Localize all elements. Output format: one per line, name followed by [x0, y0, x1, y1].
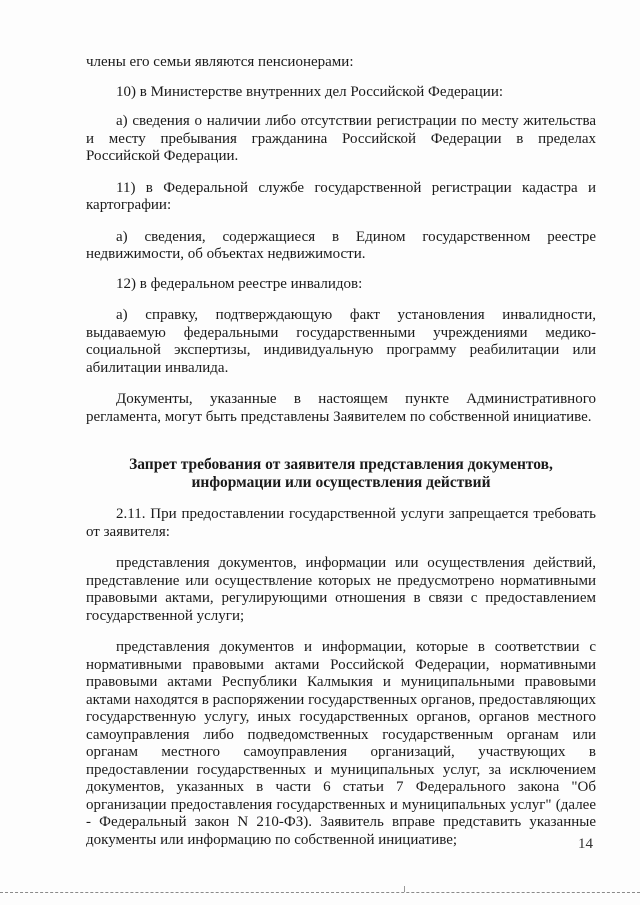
paragraph-item-10: 10) в Министерстве внутренних дел Российской Федерации:: [116, 83, 504, 100]
paragraph-prohibition-2: представления документов и информации, которые в соответствии с нормативными правовыми актами Российской Федерации, нормативными правовыми актами Республики Калмыкия и муниципальными правовыми актами находятся в распоряжении государственных органов, предоставляющих государственную услугу, иных государственных органов, органов местного самоуправления либо подведомственных государственным органам или органам местного самоуправления организаций, участвующих в предоставлении государственных и муниципальных услуг, за исключением документов, указанных в части 6 статьи 7 Федерального закона "Об организации предоставления государственных и муниципальных услуг" (далее - Федеральный закон N 210-ФЗ). Заявитель вправе представить указанные документы или информацию по собственной инициативе;: [86, 639, 596, 848]
page-number: 14: [578, 836, 593, 852]
paragraph-item-11: 11) в Федеральной службе государственной регистрации кадастра и картографии:: [86, 179, 596, 213]
paragraph-item-12: 12) в федеральном реестре инвалидов:: [116, 275, 363, 292]
paragraph-item-12a: а) справку, подтверждающую факт установления инвалидности, выдаваемую федеральными государственными учреждениями медико-социальной экспертизы, индивидуальную программу реабилитации или абилитации инвалида.: [86, 307, 596, 376]
paragraph-item-11a: а) сведения, содержащиеся в Едином государственном реестре недвижимости, об объектах недвижимости.: [86, 228, 596, 262]
paragraph-item-10a: а) сведения о наличии либо отсутствии регистрации по месту жительства и месту пребывания гражданина Российской Федерации в пределах Российской Федерации.: [86, 113, 596, 164]
section-heading: Запрет требования от заявителя представления документов, информации или осуществления действий: [129, 456, 553, 491]
document-body: [86, 54, 596, 849]
paragraph-documents-note: Документы, указанные в настоящем пункте Административного регламента, могут быть представлены Заявителем по собственной инициативе.: [86, 391, 596, 425]
scan-edge-line: [0, 892, 640, 893]
paragraph-prohibition-1: представления документов, информации или осуществления действий, представление или осуществление которых не предусмотрено нормативными правовыми актами, регулирующими отношения в связи с предоставлением государственной услуги;: [86, 555, 596, 624]
paragraph-2-11: 2.11. При предоставлении государственной услуги запрещается требовать от заявителя:: [86, 506, 596, 540]
paragraph-pensioners: члены его семьи являются пенсионерами:: [86, 54, 354, 70]
